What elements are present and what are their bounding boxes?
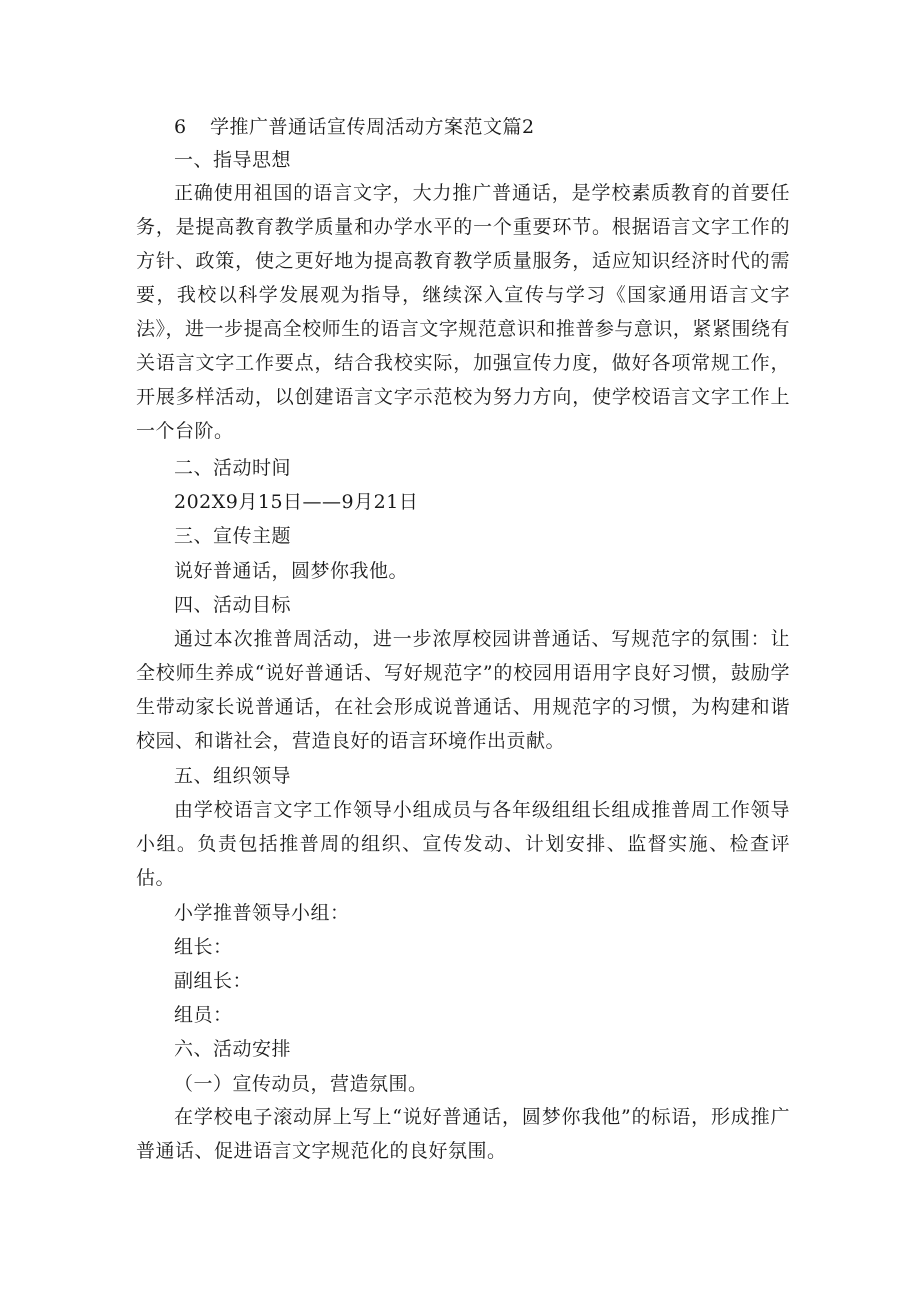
section-2-body: 202X9月15日——9月21日 — [174, 491, 419, 513]
section-6-heading: 六、活动安排 — [174, 1038, 292, 1060]
section-6-subheading: （一）宣传动员，营造氛围。 — [174, 1073, 428, 1095]
section-5-members-label: 组员： — [174, 1004, 233, 1026]
section-5-heading: 五、组织领导 — [174, 765, 292, 787]
section-4-heading: 四、活动目标 — [174, 594, 292, 616]
section-5-body: 由学校语言文字工作领导小组成员与各年级组组长组成推普周工作领导小组。负责包括推普周的组织、宣传发动、计划安排、监督实施、检查评估。 — [136, 799, 790, 889]
document-title — [174, 118, 535, 137]
title-text: 学推广普通话宣传周活动方案范文篇2 — [210, 116, 535, 138]
section-5-leader-label: 组长： — [174, 936, 233, 958]
section-4-body: 通过本次推普周活动，进一步浓厚校园讲普通话、写规范字的氛围：让全校师生养成“说好普通话、写好规范字”的校园用语用字良好习惯，鼓励学生带动家长说普通话，在社会形成说普通话、用规范字的习惯，为构建和谐校园、和谐社会，营造良好的语言环境作出贡献。 — [136, 628, 790, 752]
section-3-heading: 三、宣传主题 — [174, 525, 292, 547]
section-6-body: 在学校电子滚动屏上写上“说好普通话，圆梦你我他”的标语，形成推广普通话、促进语言文字规范化的良好氛围。 — [136, 1106, 790, 1162]
title-number: 6 — [174, 116, 187, 138]
section-2-heading: 二、活动时间 — [174, 457, 292, 479]
section-1-heading: 一、指导思想 — [174, 149, 292, 171]
section-5-deputy-label: 副组长： — [174, 970, 253, 992]
section-5-group-label: 小学推普领导小组： — [174, 902, 350, 924]
section-3-body: 说好普通话，圆梦你我他。 — [174, 560, 409, 582]
section-1-body: 正确使用祖国的语言文字，大力推广普通话，是学校素质教育的首要任务，是提高教育教学质量和办学水平的一个重要环节。根据语言文字工作的方针、政策，使之更好地为提高教育教学质量服务，适应知识经济时代的需要，我校以科学发展观为指导，继续深入宣传与学习《国家通用语言文字法》，进一步提高全校师生的语言文字规范意识和推普参与意识，紧紧围绕有关语言文字工作要点，结合我校实际，加强宣传力度，做好各项常规工作，开展多样活动，以创建语言文字示范校为努力方向，使学校语言文字工作上一个台阶。 — [136, 182, 790, 442]
